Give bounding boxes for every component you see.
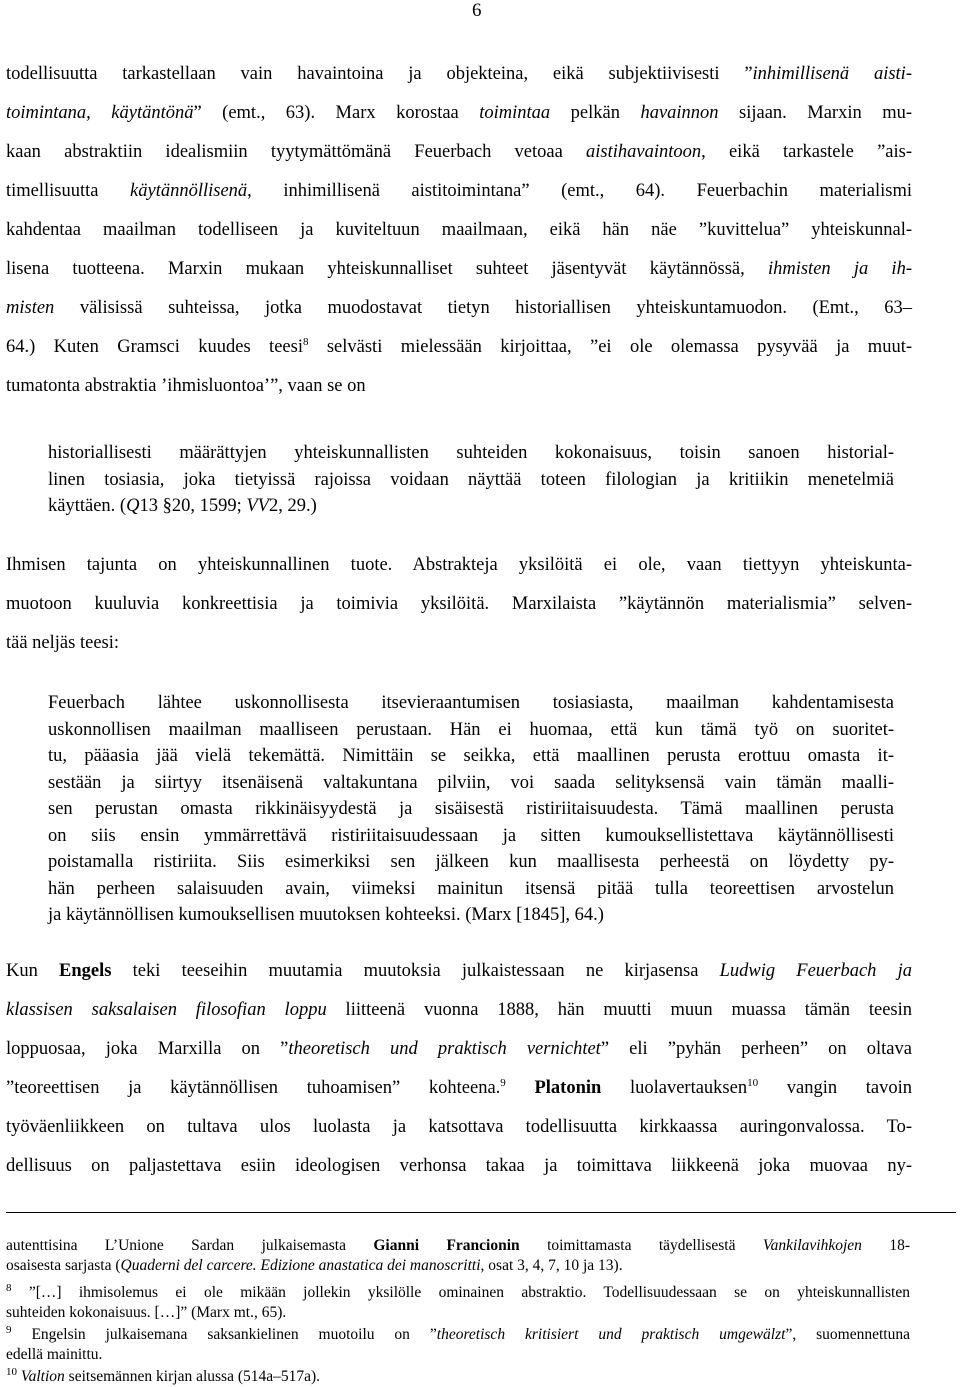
quote-line: historiallisesti määrättyjen yhteiskunnallisten suhteiden kokonaisuus, toisin sanoen historial-	[48, 443, 894, 463]
quote-line: käyttäen. (Q13 §20, 1599; VV2, 29.)	[48, 496, 317, 516]
footnote-ref-9[interactable]: 9	[500, 1077, 506, 1089]
quote-line: hän perheen salaisuuden avain, viimeksi mainitun itsensä pitää tulla teoreettisen arvostelun	[48, 878, 894, 899]
quote-line: poistamalla ristiriita. Siis esimerkiksi sen jälkeen kun maallisesta perheestä on löydetty py-	[48, 852, 894, 872]
text-line: Ihmisen tajunta on yhteiskunnallinen tuote. Abstrakteja yksilöitä ei ole, vaan tiettyyn yhteiskunta-	[6, 555, 912, 575]
footnote-line: autenttisina L’Unione Sardan julkaisemasta Gianni Francionin toimittamasta täydellisestä Vankilavihkojen 18-	[6, 1237, 910, 1254]
block-quote-2	[48, 690, 894, 929]
footnote-line: osaisesta sarjasta (Quaderni del carcere. Edizione anastatica dei manoscritti, osat 3, 4, 7, 10 ja 13).	[6, 1257, 623, 1274]
quote-line: uskonnollisen maailman maalliseen perustaan. Hän ei huomaa, että kun tämä työ on suoritet-	[48, 719, 894, 740]
text-line: tumatonta abstraktia ’ihmisluontoa’”, vaan se on	[6, 376, 366, 396]
quote-line: Feuerbach lähtee uskonnollisesta itsevieraantumisen tosiasiasta, maailman kahdentamisesta	[48, 693, 894, 713]
text-line: loppuosaa, joka Marxilla on ”theoretisch und praktisch vernichtet” eli ”pyhän perheen” on oltava	[6, 1039, 912, 1059]
text-line: ”teoreettisen ja käytännöllisen tuhoamisen” kohteena.$^9$ Platonin luolavertauksen$^{10}$ vangin tavoin	[6, 1077, 913, 1098]
footnote-ref-8[interactable]: 8	[302, 336, 309, 348]
text-line: dellisuus on paljastettava esiin ideologisen verhonsa takaa ja toimittava liikkeenä joka muovaa ny-	[6, 1156, 912, 1176]
footnote-10	[6, 1362, 910, 1387]
footnote-line: suhteiden kokonaisuus. […]” (Marx mt., 65).	[6, 1304, 287, 1321]
footnote-line: edellä mainittu.	[6, 1346, 103, 1363]
footnote-line: $^9$ Engelsin julkaisemana saksankielinen muotoilu on ”theoretisch kritisiert und praktisch umgewälzt”, suomennettuna	[6, 1324, 910, 1343]
text-line: Kun Engels teki teeseihin muutamia muutoksia julkaistessaan ne kirjasensa Ludwig Feuerbach ja	[6, 961, 912, 981]
footnote-number: 9	[6, 1324, 12, 1336]
paragraph-2	[6, 546, 912, 663]
text-line: kaan abstraktiin idealismiin tyytymättömänä Feuerbach vetoaa aistihavaintoon, eikä tarkastele ”ais-	[6, 142, 912, 162]
text-line: lisena tuotteena. Marxin mukaan yhteiskunnalliset suhteet jäsentyvät käytännössä, ihmisten ja ih-	[6, 259, 912, 279]
text-line: muotoon kuuluvia konkreettisia ja toimivia yksilöitä. Marxilaista ”käytännön materialismia” selven-	[6, 594, 912, 614]
quote-line: ja käytännöllisen kumouksellisen muutoksen kohteeksi. (Marx [1845], 64.)	[48, 905, 604, 925]
quote-line: linen tosiasia, joka tietyissä rajoissa voidaan näyttää toteen filologian ja kritiikin menetelmiä	[48, 469, 894, 490]
quote-line: on siis ensin ymmärrettävä ristiriitaisuudessaan ja sitten kumouksellistettava käytännöllisesti	[48, 825, 894, 846]
footnote-number: 8	[6, 1282, 12, 1294]
footnote-ref-10[interactable]: 10	[747, 1077, 759, 1089]
quote-line: sen perustan omasta rikkinäisyydestä ja sisäisestä ristiriitaisuudesta. Tämä maallinen perusta	[48, 799, 894, 819]
footnote-8	[6, 1278, 910, 1323]
text-line: tää neljäs teesi:	[6, 633, 120, 653]
text-line: todellisuutta tarkastellaan vain havaintoina ja objekteina, eikä subjektiivisesti ”inhimillisenä aisti-	[6, 64, 912, 84]
footnote-9	[6, 1320, 910, 1365]
text-line: toimintana, käytäntönä” (emt., 63). Marx korostaa toimintaa pelkän havainnon sijaan. Marxin mu-	[6, 103, 913, 123]
quote-line: sestään ja siirtyy itsenäisenä valtakuntana pilviin, voi saada selityksensä vain tämän maalli-	[48, 772, 894, 793]
paragraph-1	[6, 55, 912, 406]
text-line: klassisen saksalaisen filosofian loppu liitteenä vuonna 1888, hän muutti muun muassa tämän teesin	[6, 1000, 913, 1020]
text-line: työväenliikkeen on tultava ulos luolasta ja katsottava todellisuutta kirkkaassa auringonvalossa. To-	[6, 1117, 912, 1137]
footnote-number: 10	[6, 1366, 17, 1378]
footnote-continued	[6, 1236, 910, 1276]
page-number: 6	[472, 0, 482, 21]
text-line: misten välisissä suhteissa, jotka muodostavat tietyn historiallisen yhteiskuntamuodon. (Emt., 63–	[6, 298, 912, 318]
paragraph-3	[6, 952, 912, 1186]
text-line: timellisuutta käytännöllisenä, inhimillisenä aistitoimintana” (emt., 64). Feuerbachin materialismi	[6, 181, 912, 201]
quote-line: tu, pääasia jää vielä tekemättä. Nimittäin se seikka, että maallinen perusta erottuu omasta it-	[48, 746, 894, 766]
footnote-line: $^8$ ”[…] ihmisolemus ei ole mikään jollekin yksilölle ominainen abstraktio. Todellisuudessaan se on yhteiskunnallisten	[6, 1282, 910, 1301]
text-line: 64.) Kuten Gramsci kuudes teesi$^8$ selvästi mielessään kirjoittaa, ”ei ole olemassa pysyvää ja muut-	[6, 336, 913, 357]
text-line: kahdentaa maailman todelliseen ja kuviteltuun maailmaan, eikä hän näe ”kuvittelua” yhteiskunnal-	[6, 220, 912, 240]
footnote-line: $^{10}$ Valtion seitsemännen kirjan alussa (514a–517a).	[6, 1366, 321, 1385]
block-quote-1	[48, 440, 894, 520]
footnote-divider	[6, 1212, 956, 1213]
